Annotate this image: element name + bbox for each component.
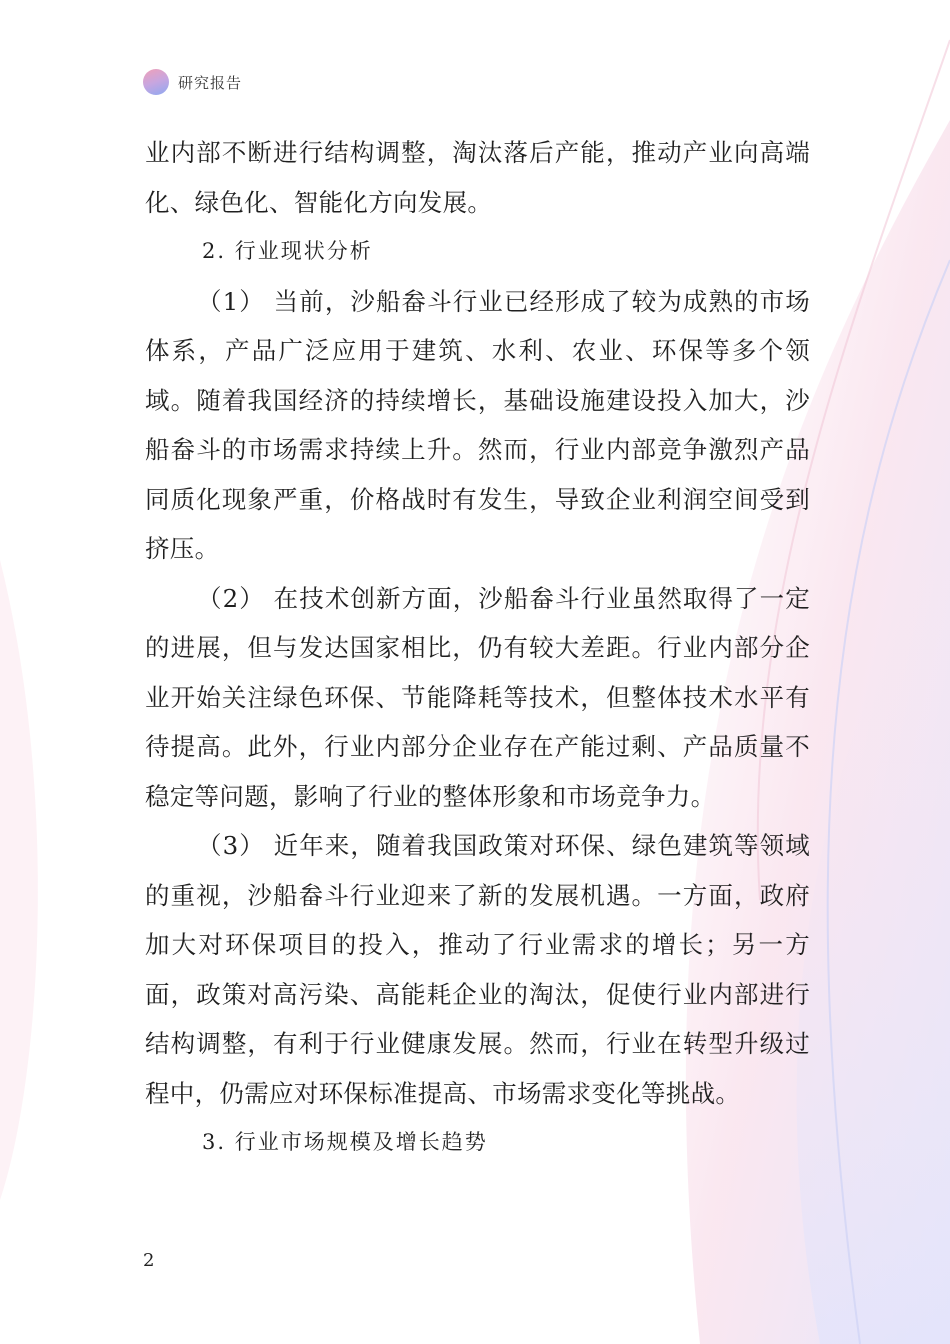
- header-title: 研究报告: [178, 73, 243, 92]
- paragraph-1: （1） 当前，沙船畚斗行业已经形成了较为成熟的市场体系，产品广泛应用于建筑、水利、农业、环保等多个领域。随着我国经济的持续增长，基础设施建设投入加大，沙船畚斗的市场需求持续上升。然而，行业内部竞争激烈产品同质化现象严重，价格战时有发生，导致企业利润空间受到挤压。: [145, 286, 810, 563]
- section-heading-3: 3. 行业市场规模及增长趋势: [202, 1130, 488, 1154]
- report-header: [143, 66, 242, 98]
- section-heading-2: 2. 行业现状分析: [202, 239, 373, 263]
- document-body: [145, 128, 810, 1168]
- paragraph-2: （2） 在技术创新方面，沙船畚斗行业虽然取得了一定的进展，但与发达国家相比，仍有较大差距。行业内部分企业开始关注绿色环保、节能降耗等技术，但整体技术水平有待提高。此外，行业内部分企业存在产能过剩、产品质量不稳定等问题，影响了行业的整体形象和市场竞争力。: [145, 583, 810, 811]
- paragraph-continuation: 业内部不断进行结构调整，淘汰落后产能，推动产业向高端化、绿色化、智能化方向发展。: [145, 138, 810, 217]
- page-number: 2: [143, 1250, 155, 1271]
- gradient-circle-logo-icon: [143, 69, 169, 95]
- paragraph-3: （3） 近年来，随着我国政策对环保、绿色建筑等领域的重视，沙船畚斗行业迎来了新的发展机遇。一方面，政府加大对环保项目的投入，推动了行业需求的增长；另一方面，政策对高污染、高能耗企业的淘汰，促使行业内部进行结构调整，有利于行业健康发展。然而，行业在转型升级过程中，仍需应对环保标准提高、市场需求变化等挑战。: [145, 831, 810, 1108]
